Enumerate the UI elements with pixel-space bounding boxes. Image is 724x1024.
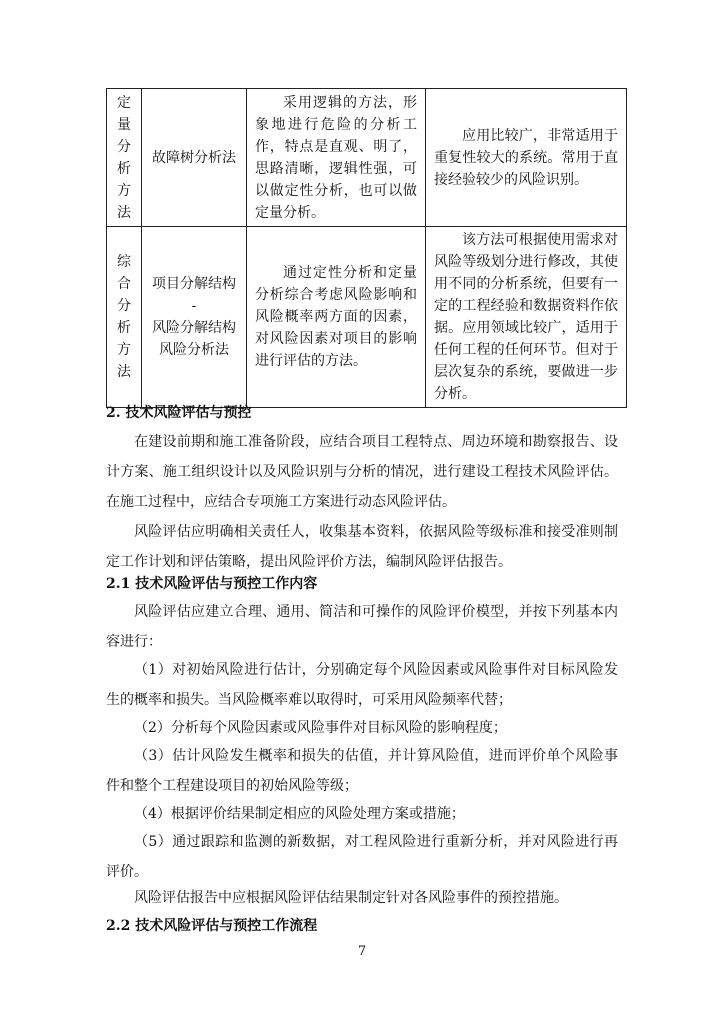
page-number: 7 <box>357 944 367 959</box>
method-cell <box>142 227 247 408</box>
list-item: （1）对初始风险进行估计，分别确定每个风险因素或风险事件对目标风险发生的概率和损失。当风险概率难以取得时，可采用风险频率代替； <box>106 662 618 708</box>
category-label: 定量分析方法 <box>117 94 131 221</box>
paragraph: 在建设前期和施工准备阶段，应结合项目工程特点、周边环境和勘察报告、设计方案、施工组织设计以及风险识别与分析的情况，进行建设工程技术风险评估。在施工过程中，应结合专项施工方案进行动态风险评估。 <box>106 434 618 510</box>
description-text: 采用逻辑的方法，形象地进行危险的分析工作，特点是直观、明了，思路清晰，逻辑性强，可以做定性分析，也可以做定量分析。 <box>255 94 417 221</box>
list-item: （5）通过跟踪和监测的新数据，对工程风险进行重新分析，并对风险进行再评价。 <box>106 834 618 880</box>
section-heading: 2. 技术风险评估与预控 <box>106 405 252 421</box>
method-line: 项目分解结构 <box>152 276 236 292</box>
paragraph: 风险评估应明确相关责任人，收集基本资料，依据风险等级标准和接受准则制定工作计划和评估策略，提出风险评价方法，编制风险评估报告。 <box>106 524 618 570</box>
method-line: 故障树分析法 <box>152 149 236 166</box>
table-row <box>107 227 627 408</box>
description-text: 通过定性分析和定量分析综合考虑风险影响和风险概率两方面的因素，对风险因素对项目的影响进行评估的方法。 <box>255 265 417 369</box>
application-text: 应用比较广，非常适用于重复性较大的系统。常用于直接经验较少的风险识别。 <box>434 127 618 188</box>
list-item: （3）估计风险发生概率和损失的估值，并计算风险值，进而评价单个风险事件和整个工程建设项目的初始风险等级； <box>106 748 618 794</box>
list-item: （2）分析每个风险因素或风险事件对目标风险的影响程度； <box>134 720 507 736</box>
method-line: 风险分析法 <box>159 342 229 358</box>
risk-analysis-table <box>106 88 627 408</box>
section-heading: 2.1 技术风险评估与预控工作内容 <box>106 576 318 592</box>
category-label: 综合分析方法 <box>117 254 131 380</box>
paragraph: 风险评估应建立合理、通用、简洁和可操作的风险评价模型，并按下列基本内容进行： <box>106 604 618 650</box>
application-cell <box>426 89 627 227</box>
section-heading: 2.2 技术风险评估与预控工作流程 <box>106 918 318 934</box>
category-cell <box>107 89 142 227</box>
paragraph: 风险评估报告中应根据风险评估结果制定针对各风险事件的预控措施。 <box>134 890 568 906</box>
method-line: 风险分解结构 <box>152 320 236 336</box>
table-row <box>107 89 627 227</box>
application-cell <box>426 227 627 408</box>
application-text: 该方法可根据使用需求对风险等级划分进行修改，其使用不同的分析系统，但要有一定的工程经验和数据资料作依据。应用领域比较广，适用于任何工程的任何环节。但对于层次复杂的系统，要做进一步分析。 <box>434 232 618 402</box>
method-cell <box>142 89 247 227</box>
description-cell <box>247 227 426 408</box>
category-cell <box>107 227 142 408</box>
method-line: - <box>191 298 197 314</box>
description-cell <box>247 89 426 227</box>
list-item: （4）根据评价结果制定相应的风险处理方案或措施； <box>134 806 465 822</box>
